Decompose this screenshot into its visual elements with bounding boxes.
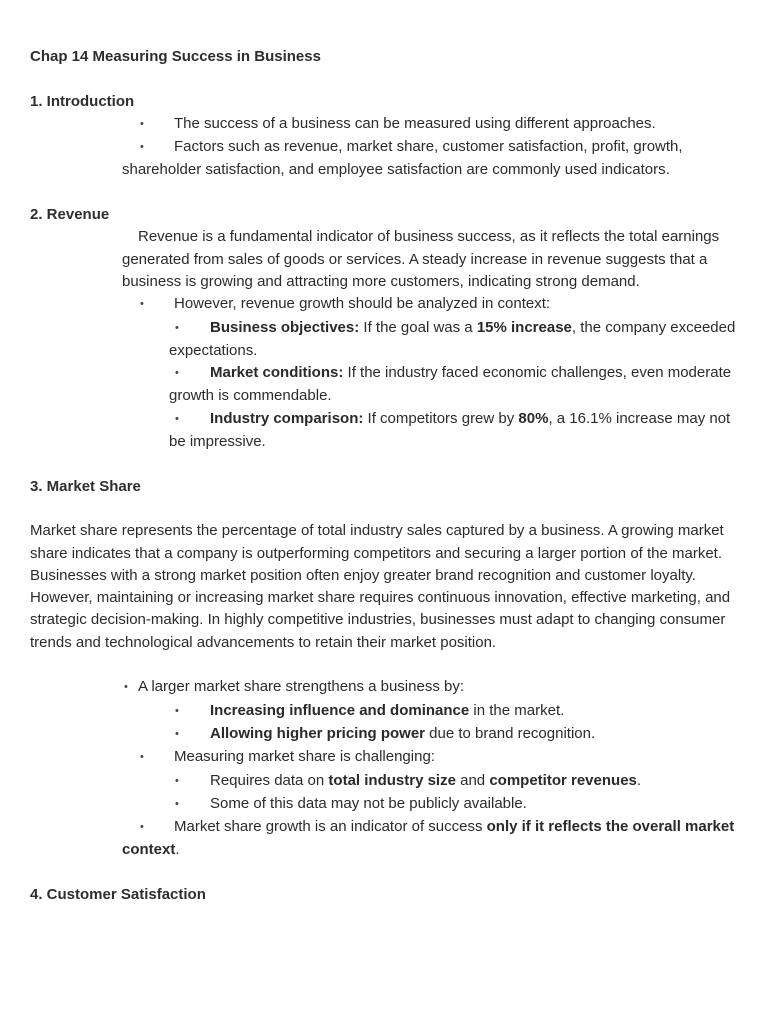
bullet-icon: • xyxy=(175,704,179,717)
text: If competitors grew by xyxy=(363,409,519,427)
section-heading-customer-satisfaction: 4. Customer Satisfaction xyxy=(30,885,206,903)
document-title: Chap 14 Measuring Success in Business xyxy=(30,48,321,65)
text: in the market. xyxy=(469,701,565,719)
list-item-text: However, revenue growth should be analyzed in context: xyxy=(174,295,551,313)
list-item xyxy=(30,746,742,769)
text: and xyxy=(455,771,490,789)
list-item-text: Measuring market share is challenging: xyxy=(174,748,435,766)
bold-text: total industry size xyxy=(328,771,456,789)
bold-label: Industry comparison: xyxy=(210,409,364,427)
bold-text: 80% xyxy=(518,409,549,427)
bold-text: Allowing higher pricing power xyxy=(210,724,426,742)
paragraph-text: Revenue is a fundamental indicator of business success, as it reflects the total earnings generated from sales of goods or services. A steady increase in revenue suggests that a business is growing and attracting more customers, indicating strong demand. xyxy=(122,228,720,290)
sub-list-item xyxy=(30,770,742,793)
section-heading-market-share: 3. Market Share xyxy=(30,477,141,495)
text: If the goal was a xyxy=(359,318,477,336)
list-item-text: The success of a business can be measured using different approaches. xyxy=(174,114,656,132)
text: due to brand recognition. xyxy=(425,724,596,742)
sub-list-item xyxy=(30,408,742,454)
revenue-paragraph xyxy=(30,226,742,293)
sub-list-item xyxy=(30,793,742,816)
text: . xyxy=(636,771,642,789)
bullet-icon: • xyxy=(175,321,179,334)
text: Some of this data may not be publicly available. xyxy=(210,794,527,812)
list-item xyxy=(30,293,742,316)
sub-list-item xyxy=(30,362,742,408)
text: , the company exceeded expectations. xyxy=(169,318,736,359)
bullet-icon: • xyxy=(140,117,144,130)
bullet-icon: • xyxy=(124,681,128,694)
bold-text: only if it reflects the overall market context xyxy=(122,818,735,859)
text: If the industry faced economic challenges, even moderate growth is commendable. xyxy=(169,364,732,405)
list-item-text: Factors such as revenue, market share, customer satisfaction, profit, growth, shareholder satisfaction, and employee satisfaction are commonly used indicators. xyxy=(122,138,683,179)
text: Requires data on xyxy=(210,771,329,789)
bullet-icon: • xyxy=(140,821,144,834)
bold-label: Market conditions: xyxy=(210,364,344,382)
bold-text: 15% increase xyxy=(476,318,572,336)
list-item-text: A larger market share strengthens a business by: xyxy=(138,678,465,696)
list-item xyxy=(30,676,742,699)
bullet-icon: • xyxy=(175,797,179,810)
bullet-icon: • xyxy=(175,367,179,380)
sub-list-item xyxy=(30,723,742,746)
bold-label: Business objectives: xyxy=(210,318,360,336)
sub-list-item xyxy=(30,317,742,363)
list-item xyxy=(30,113,742,136)
list-item xyxy=(30,816,742,862)
bullet-icon: • xyxy=(175,727,179,740)
text: . xyxy=(175,841,180,859)
text: Market share growth is an indicator of success xyxy=(174,818,487,836)
bullet-icon: • xyxy=(140,298,144,311)
bullet-icon: • xyxy=(140,751,144,764)
sub-list-item xyxy=(30,700,742,723)
bullet-icon: • xyxy=(140,141,144,154)
bold-text: competitor revenues xyxy=(489,771,637,789)
list-item xyxy=(30,136,742,182)
bullet-icon: • xyxy=(175,774,179,787)
section-heading-introduction: 1. Introduction xyxy=(30,92,135,110)
market-share-paragraph: Market share represents the percentage of total industry sales captured by a business. A growing market share indicates that a company is outperforming competitors and securing a larger portion of the market. Businesses with a strong market position often enjoy greater brand recognition and customer loyalty. However, maintaining or increasing market share requires continuous innovation, effective marketing, and strategic decision-making. In highly competitive industries, businesses must adapt to changing consumer trends and technological advancements to retain their market position. xyxy=(30,522,731,651)
section-heading-revenue: 2. Revenue xyxy=(30,206,110,224)
document-body xyxy=(30,46,742,906)
bullet-icon: • xyxy=(175,412,179,425)
text: , a 16.1% increase may not be impressive. xyxy=(169,409,731,451)
bold-text: Increasing influence and dominance xyxy=(210,701,470,719)
